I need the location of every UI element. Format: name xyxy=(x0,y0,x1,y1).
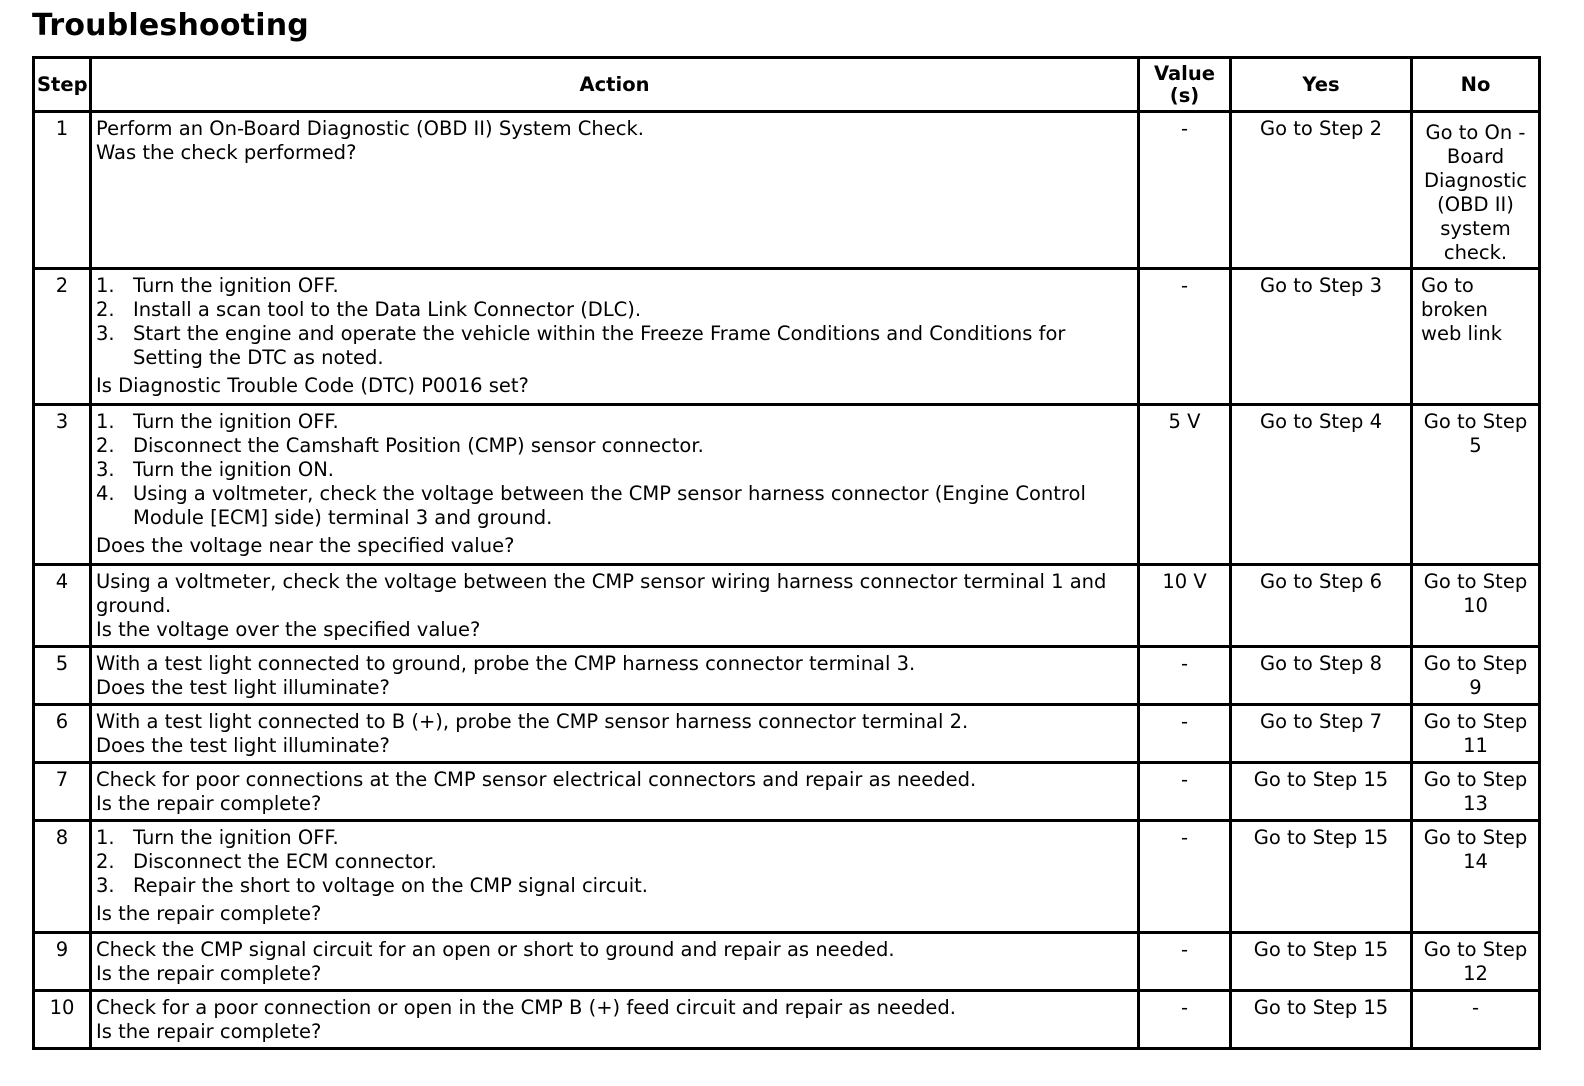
list-item: 4. Using a voltmeter, check the voltage between the CMP sensor harness connector (Engine Control Module [ECM] side) terminal 3 and ground. xyxy=(96,482,1086,529)
header-value: Value (s) xyxy=(1139,58,1231,112)
action-question: Does the test light illuminate? xyxy=(96,676,390,699)
table-row xyxy=(34,269,1540,405)
action-text: Using a voltmeter, check the voltage between the CMP sensor wiring harness connector terminal 1 and ground. xyxy=(96,570,1107,617)
step-cell: 3 xyxy=(34,405,91,565)
no-cell: Go to broken web link xyxy=(1412,269,1540,405)
header-action: Action xyxy=(91,58,1139,112)
action-text: Check for poor connections at the CMP sensor electrical connectors and repair as needed. xyxy=(96,768,977,791)
step-cell: 6 xyxy=(34,705,91,763)
step-cell: 8 xyxy=(34,821,91,933)
header-row xyxy=(34,58,1540,112)
value-cell: - xyxy=(1139,112,1231,269)
action-list xyxy=(96,410,1133,530)
no-cell: Go to Step 14 xyxy=(1412,821,1540,933)
action-cell xyxy=(91,821,1139,933)
header-no: No xyxy=(1412,58,1540,112)
yes-cell: Go to Step 4 xyxy=(1231,405,1412,565)
step-cell: 9 xyxy=(34,933,91,991)
action-text: Check for a poor connection or open in the CMP B (+) feed circuit and repair as needed. xyxy=(96,996,956,1019)
list-item: 3. Turn the ignition ON. xyxy=(96,458,334,481)
table-row xyxy=(34,112,1540,269)
list-item: 3. Repair the short to voltage on the CMP signal circuit. xyxy=(96,874,649,897)
yes-cell: Go to Step 7 xyxy=(1231,705,1412,763)
no-cell: Go to Step 9 xyxy=(1412,647,1540,705)
table-row xyxy=(34,405,1540,565)
action-cell xyxy=(91,991,1139,1049)
table-row xyxy=(34,991,1540,1049)
table-row xyxy=(34,565,1540,647)
yes-cell: Go to Step 15 xyxy=(1231,821,1412,933)
no-cell: Go to Step 11 xyxy=(1412,705,1540,763)
yes-cell: Go to Step 3 xyxy=(1231,269,1412,405)
list-item: 3. Start the engine and operate the vehicle within the Freeze Frame Conditions and Conditions for Setting the DTC as noted. xyxy=(96,322,1066,369)
table-row xyxy=(34,821,1540,933)
action-question: Is the repair complete? xyxy=(96,962,322,985)
action-cell xyxy=(91,705,1139,763)
value-cell: 5 V xyxy=(1139,405,1231,565)
action-question: Is the repair complete? xyxy=(96,792,322,815)
action-cell xyxy=(91,933,1139,991)
action-cell xyxy=(91,269,1139,405)
step-cell: 1 xyxy=(34,112,91,269)
action-list xyxy=(96,826,1133,898)
action-text: Check the CMP signal circuit for an open or short to ground and repair as needed. xyxy=(96,938,895,961)
no-cell: Go to Step 5 xyxy=(1412,405,1540,565)
no-cell: Go to Step 13 xyxy=(1412,763,1540,821)
action-cell xyxy=(91,763,1139,821)
table-row xyxy=(34,647,1540,705)
value-cell: - xyxy=(1139,269,1231,405)
list-item: 1. Turn the ignition OFF. xyxy=(96,274,339,297)
action-cell xyxy=(91,405,1139,565)
action-text: With a test light connected to ground, probe the CMP harness connector terminal 3. xyxy=(96,652,916,675)
header-step: Step xyxy=(34,58,91,112)
yes-cell: Go to Step 8 xyxy=(1231,647,1412,705)
page-title: Troubleshooting xyxy=(32,8,309,43)
header-yes: Yes xyxy=(1231,58,1412,112)
value-cell: - xyxy=(1139,763,1231,821)
table-row xyxy=(34,763,1540,821)
yes-cell: Go to Step 15 xyxy=(1231,933,1412,991)
yes-cell: Go to Step 6 xyxy=(1231,565,1412,647)
action-question: Is the repair complete? xyxy=(96,902,322,925)
step-cell: 10 xyxy=(34,991,91,1049)
troubleshooting-table xyxy=(32,56,1541,1050)
value-cell: - xyxy=(1139,821,1231,933)
action-cell xyxy=(91,112,1139,269)
action-text: With a test light connected to B (+), probe the CMP sensor harness connector terminal 2. xyxy=(96,710,969,733)
step-cell: 5 xyxy=(34,647,91,705)
list-item: 2. Install a scan tool to the Data Link Connector (DLC). xyxy=(96,298,642,321)
step-cell: 2 xyxy=(34,269,91,405)
action-question: Does the voltage near the specified value? xyxy=(96,534,515,557)
action-question: Is the voltage over the specified value? xyxy=(96,618,481,641)
yes-cell: Go to Step 15 xyxy=(1231,991,1412,1049)
yes-cell: Go to Step 15 xyxy=(1231,763,1412,821)
action-question: Is Diagnostic Trouble Code (DTC) P0016 set? xyxy=(96,374,529,397)
action-question: Does the test light illuminate? xyxy=(96,734,390,757)
action-question: Is the repair complete? xyxy=(96,1020,322,1043)
list-item: 1. Turn the ignition OFF. xyxy=(96,826,339,849)
no-cell: - xyxy=(1412,991,1540,1049)
value-cell: - xyxy=(1139,933,1231,991)
no-cell: Go to Step 12 xyxy=(1412,933,1540,991)
action-cell xyxy=(91,647,1139,705)
list-item: 2. Disconnect the ECM connector. xyxy=(96,850,437,873)
list-item: 1. Turn the ignition OFF. xyxy=(96,410,339,433)
table-row xyxy=(34,705,1540,763)
value-cell: - xyxy=(1139,991,1231,1049)
action-question: Was the check performed? xyxy=(96,141,357,164)
no-cell: Go to Step 10 xyxy=(1412,565,1540,647)
action-cell xyxy=(91,565,1139,647)
table-row xyxy=(34,933,1540,991)
list-item: 2. Disconnect the Camshaft Position (CMP) sensor connector. xyxy=(96,434,704,457)
step-cell: 4 xyxy=(34,565,91,647)
action-text: Perform an On-Board Diagnostic (OBD II) System Check. xyxy=(96,117,644,140)
action-list xyxy=(96,274,1133,370)
no-cell: Go to On - Board Diagnostic (OBD II) system check. xyxy=(1412,112,1540,269)
value-cell: - xyxy=(1139,705,1231,763)
value-cell: 10 V xyxy=(1139,565,1231,647)
value-cell: - xyxy=(1139,647,1231,705)
yes-cell: Go to Step 2 xyxy=(1231,112,1412,269)
step-cell: 7 xyxy=(34,763,91,821)
